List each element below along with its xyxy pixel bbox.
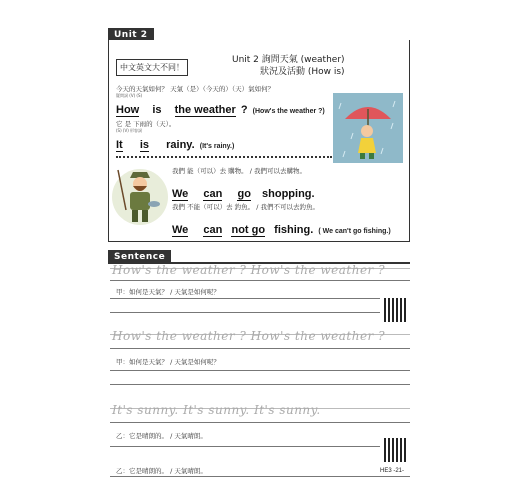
example1-grammar-tags: 疑問詞 (V) (S) bbox=[116, 93, 143, 98]
example4-sentence bbox=[172, 218, 391, 237]
example3-word-we: We bbox=[172, 188, 189, 200]
practice1-zh: 甲：如何是天氣？ / 天氣是如何呢？ bbox=[116, 288, 220, 296]
unit-title bbox=[232, 54, 402, 78]
example4-note: ( We can't go fishing.) bbox=[318, 228, 391, 235]
example1-word-is: is bbox=[152, 104, 162, 116]
practice2-baseline bbox=[110, 348, 410, 349]
practice3-trace: It's sunny. It's sunny. It's sunny. bbox=[112, 403, 321, 417]
example1-word-weather: the weather bbox=[174, 104, 236, 116]
unit-title-line2: 狀況及活動 (How is) bbox=[260, 67, 345, 77]
example1-note: (How's the weather ?) bbox=[252, 108, 325, 115]
note-box: 中文英文大不同！ bbox=[116, 59, 188, 76]
unit-tab: Unit 2 bbox=[108, 28, 154, 42]
example3-word-go: go bbox=[237, 188, 251, 200]
practice2-trace: How's the weather ? How's the weather ? bbox=[112, 329, 386, 343]
last-write-line bbox=[110, 476, 410, 477]
example1-sentence bbox=[116, 98, 325, 117]
practice2-write-line-a bbox=[110, 370, 410, 371]
section-divider bbox=[116, 156, 332, 158]
rainy-girl-illustration bbox=[333, 93, 403, 163]
example4-word-fishing: fishing. bbox=[274, 224, 314, 236]
example4-word-we: We bbox=[172, 224, 189, 236]
example3-sentence bbox=[172, 182, 315, 201]
example4-word-can: can bbox=[203, 224, 223, 236]
last-zh: 乙：它是晴朗的。 / 天氣晴朗。 bbox=[116, 467, 207, 475]
example4-word-notgo: not go bbox=[231, 224, 266, 236]
page-number: HE3 -21- bbox=[380, 468, 405, 474]
practice1-write-line-a bbox=[110, 298, 380, 299]
example2-word-is: is bbox=[139, 139, 150, 151]
example3-word-can: can bbox=[203, 188, 223, 200]
qr-code-1[interactable] bbox=[384, 298, 408, 322]
example2-word-rainy: rainy. bbox=[166, 139, 195, 151]
example4-zh: 我們 不能（可以）去 釣魚。 / 我們不可以去釣魚。 bbox=[172, 203, 319, 211]
practice3-baseline bbox=[110, 422, 410, 423]
example3-word-shopping: shopping. bbox=[262, 188, 315, 200]
example2-note: (It's rainy.) bbox=[199, 143, 235, 150]
practice3-write-line-a bbox=[110, 446, 380, 447]
practice1-write-line-b bbox=[110, 312, 380, 313]
example3-zh: 我們 能（可以）去 購物。 / 我們可以去購物。 bbox=[172, 167, 306, 175]
practice1-trace: How's the weather ? How's the weather ? bbox=[112, 263, 386, 277]
practice2-zh: 甲：如何是天氣？ / 天氣是如何呢？ bbox=[116, 358, 220, 366]
practice1-baseline bbox=[110, 280, 410, 281]
example1-qmark: ? bbox=[240, 104, 248, 116]
practice2-write-line-b bbox=[110, 384, 410, 385]
example2-word-it: It bbox=[116, 139, 123, 151]
example2-sentence bbox=[116, 133, 234, 152]
example1-zh: 今天的天氣如何？ 天氣（是）（今天的）（天）氣如何？ bbox=[116, 85, 275, 93]
qr-code-2[interactable] bbox=[384, 438, 408, 462]
example2-grammar-tags: (S) (V) 形容詞 bbox=[116, 128, 143, 133]
example2-zh: 它 是 下雨的（天）。 bbox=[116, 120, 176, 128]
fisherman-illustration bbox=[112, 166, 168, 228]
example1-word-how: How bbox=[116, 104, 140, 116]
sentence-tab: Sentence bbox=[108, 250, 171, 264]
unit-title-line1: Unit 2 詢問天氣 (weather) bbox=[232, 55, 345, 65]
practice3-zh: 乙：它是晴朗的。 / 天氣晴朗。 bbox=[116, 432, 207, 440]
